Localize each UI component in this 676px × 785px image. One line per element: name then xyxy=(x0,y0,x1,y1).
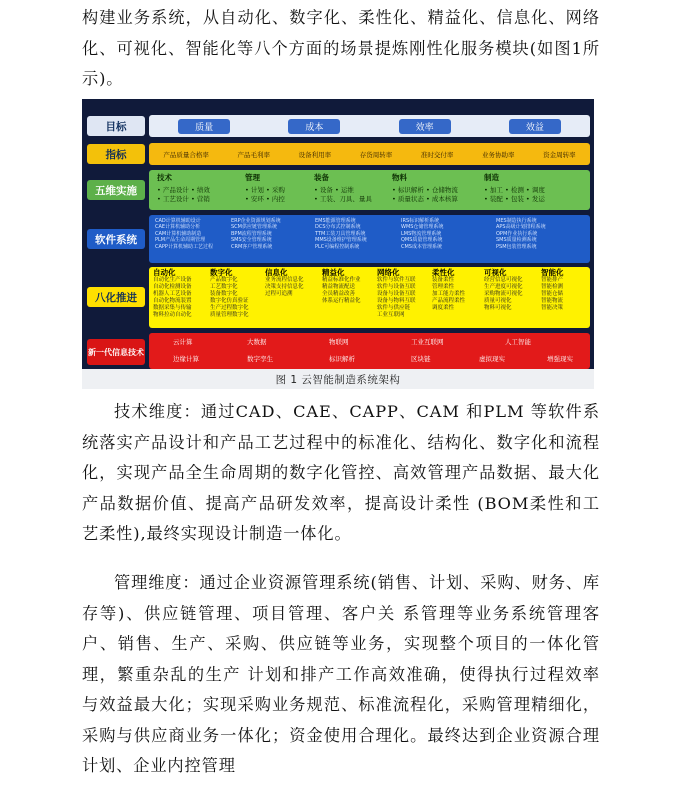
indicator-row xyxy=(149,143,590,165)
eight-item: 自动化生产设备 xyxy=(153,277,192,283)
label-tech: 新一代信息技术 xyxy=(87,339,145,365)
eight-title: 网络化 xyxy=(377,268,400,277)
eight-item: 自动化物流装置 xyxy=(153,298,192,304)
impl-line: • 工装、刀具、量具 xyxy=(314,195,372,203)
eight-item: 生产过程数字化 xyxy=(210,305,249,311)
eight-item: 智能决策 xyxy=(541,305,564,311)
eight-row xyxy=(149,267,590,328)
eight-item: 装备数字化 xyxy=(210,291,238,297)
software-item: LMS物流管理系统 xyxy=(401,230,442,237)
software-col xyxy=(231,218,281,250)
eight-item: 数据采集与传输 xyxy=(153,305,192,311)
label-software: 软件系统 xyxy=(87,229,145,249)
impl-col xyxy=(392,172,458,203)
eight-item: 生产进度可视化 xyxy=(484,284,523,290)
eight-col xyxy=(484,269,523,312)
eight-item: 精益标准化作业 xyxy=(322,277,361,283)
software-item: CAM计算机辅助制造 xyxy=(155,230,202,237)
impl-line: • 工艺设计 • 营销 xyxy=(157,195,210,203)
software-item: SMS质量检测系统 xyxy=(496,237,537,244)
eight-col xyxy=(153,269,192,319)
indicator-item: 存货周转率 xyxy=(359,150,393,159)
eight-title: 信息化 xyxy=(265,268,288,277)
goal-benefit: 效益 xyxy=(509,119,561,134)
indicator-item: 资金周转率 xyxy=(543,150,576,159)
indicator-item: 产品毛利率 xyxy=(237,150,270,159)
software-item: SMS安全管理系统 xyxy=(231,237,272,244)
eight-item: 智能物流 xyxy=(541,298,564,304)
software-item: ERP企业资源规划系统 xyxy=(231,218,281,224)
paragraph-technology: 技术维度：通过CAD、CAE、CAPP、CAM 和PLM 等软件系统落实产品设计和产品工艺过程中的标准化、结构化、数字化和流程化，实现产品全生命周期的数字化管控、高效管理产品数据、最大化产品数据价值、提高产品研发效率，提高设计柔性 (BOM柔性和工艺柔性),最终实现设计制造一体化。 xyxy=(82,402,600,543)
eight-item: 体系运行精益化 xyxy=(322,298,361,304)
indicator-item: 产品质量合格率 xyxy=(163,150,209,159)
eight-item: 过程可追溯 xyxy=(265,291,293,297)
eight-item: 工艺数字化 xyxy=(210,284,238,290)
software-item: TTM工装刀具管理系统 xyxy=(315,230,366,237)
eight-title: 智能化 xyxy=(541,268,564,277)
impl-title: 装备 xyxy=(314,173,329,182)
goal-quality: 质量 xyxy=(178,119,230,134)
eight-item: 调度柔性 xyxy=(432,305,455,311)
impl-title: 技术 xyxy=(157,173,172,182)
indicator-item: 准时交付率 xyxy=(420,150,454,159)
eight-title: 柔性化 xyxy=(432,268,455,277)
software-item: WMS仓储管理系统 xyxy=(401,224,444,231)
tech-item: 边缘计算 xyxy=(173,355,199,363)
indicator-item: 设备利用率 xyxy=(298,150,332,159)
eight-item: 设备与设备互联 xyxy=(377,291,416,297)
eight-item: 设备与物料互联 xyxy=(377,298,416,304)
software-item: IRS标识解析系统 xyxy=(401,218,440,224)
eight-item: 工业互联网 xyxy=(377,312,405,318)
impl-title: 制造 xyxy=(484,173,499,182)
software-item: MES制造执行系统 xyxy=(496,218,537,224)
software-item: DCS分布式控制系统 xyxy=(315,224,361,231)
tech-item: 人工智能 xyxy=(505,338,531,346)
software-item: QMS质量管理系统 xyxy=(401,237,443,244)
eight-item: 智能排产 xyxy=(541,277,564,283)
software-item: CAD计算机辅助设计 xyxy=(155,218,201,224)
software-item: PLC可编程控制系统 xyxy=(315,243,360,250)
impl-line: • 安环 • 内控 xyxy=(245,195,285,203)
eight-item: 机器人工艺设备 xyxy=(153,291,192,297)
tech-item: 虚拟现实 xyxy=(479,355,505,363)
software-row xyxy=(149,215,590,263)
software-col xyxy=(155,218,213,250)
eight-item: 软件与设备互联 xyxy=(377,284,416,290)
impl-line: • 加工 • 检测 • 调度 xyxy=(484,186,545,194)
tech-item: 数字孪生 xyxy=(247,355,273,363)
software-item: EMS能源管理系统 xyxy=(315,218,356,224)
eight-item: 质量可视化 xyxy=(484,298,512,304)
eight-item: 产品数字化 xyxy=(210,277,238,283)
goal-cost: 成本 xyxy=(288,119,340,134)
software-item: APS高级计划排程系统 xyxy=(496,224,546,231)
impl-col xyxy=(157,172,210,203)
software-item: SCM供应链管理系统 xyxy=(231,224,277,231)
impl-line: • 标识解析 • 仓储物流 xyxy=(392,186,458,194)
eight-col xyxy=(541,269,564,312)
impl-line: • 产品设计 • 绩效 xyxy=(157,186,210,194)
eight-col xyxy=(377,269,416,319)
software-item: PLM产品生命周期管理 xyxy=(155,237,206,244)
tech-item: 工业互联网 xyxy=(411,338,444,346)
eight-col xyxy=(210,269,249,319)
eight-item: 质量管理数字化 xyxy=(210,312,249,318)
software-item: CMS成本管理系统 xyxy=(401,243,442,250)
implementation-row xyxy=(149,170,590,210)
eight-item: 加工能力柔性 xyxy=(432,291,466,297)
software-item: OPM作业执行系统 xyxy=(496,230,538,237)
eight-item: 产品流程柔性 xyxy=(432,298,466,304)
eight-item: 全员精益改善 xyxy=(322,291,356,297)
eight-item: 智能仓储 xyxy=(541,291,564,297)
eight-item: 数字化仿真验证 xyxy=(210,298,249,304)
software-item: MMS设备维护管理系统 xyxy=(315,237,367,244)
impl-line: • 计划 • 采购 xyxy=(245,186,285,194)
goal-row xyxy=(149,115,590,137)
tech-item: 区块链 xyxy=(411,355,431,363)
eight-title: 可视化 xyxy=(484,268,507,277)
eight-col xyxy=(432,269,465,312)
tech-item: 标识解析 xyxy=(329,355,355,363)
software-item: CAPP计算机辅助工艺过程 xyxy=(155,243,213,250)
eight-item: 采购物流可视化 xyxy=(484,291,523,297)
paragraph-management: 管理维度：通过企业资源管理系统(销售、计划、采购、财务、库存等)、供应链管理、项目管理、客户关 系管理等业务系统管理客户、销售、生产、采购、供应链等业务，实现整个项目的一体化管理，繁重杂乱的生产 计划和排产工作高效准确，使得执行过程效率与效益最大化；实现采购业务规范、标准流程化，采购管理精细化，采购与供应商业务一体化；资金使用合理化。最终达到企业资源合理计划、企业内控管理 xyxy=(82,573,600,775)
figure-caption: 图 1 云智能制造系统架构 xyxy=(82,369,594,389)
eight-item: 业务流程信息化 xyxy=(265,277,304,283)
impl-col xyxy=(245,172,285,203)
eight-title: 精益化 xyxy=(322,268,345,277)
software-item: PSM包装管理系统 xyxy=(496,243,537,250)
software-item: CRM客户管理系统 xyxy=(231,243,273,250)
impl-title: 管理 xyxy=(245,173,260,182)
impl-line: • 设备 • 运维 xyxy=(314,186,354,194)
eight-item: 决策支持信息化 xyxy=(265,284,304,290)
impl-title: 物料 xyxy=(392,173,407,182)
eight-item: 自动化检测设备 xyxy=(153,284,192,290)
label-five-dim: 五维实施 xyxy=(87,180,145,200)
eight-item: 软件与供应链 xyxy=(377,305,411,311)
tech-item: 增强现实 xyxy=(547,355,573,363)
eight-item: 经营信息可视化 xyxy=(484,277,523,283)
eight-item: 物料可视化 xyxy=(484,305,512,311)
paragraph-intro: 构建业务系统，从自动化、数字化、柔性化、精益化、信息化、网络化、可视化、智能化等八个方面的场景提炼刚性化服务模块(如图1所示)。 xyxy=(82,8,600,88)
goal-efficiency: 效率 xyxy=(399,119,451,134)
impl-line: • 装配 • 包装 • 发运 xyxy=(484,195,545,203)
eight-item: 精益物流配送 xyxy=(322,284,356,290)
eight-item: 装备柔性 xyxy=(432,277,455,283)
software-col xyxy=(496,218,546,250)
eight-item: 管理柔性 xyxy=(432,284,455,290)
eight-item: 智能检测 xyxy=(541,284,564,290)
eight-col xyxy=(322,269,361,305)
tech-item: 物联网 xyxy=(329,338,349,346)
software-item: CAE计算机辅助分析 xyxy=(155,224,201,231)
label-goal: 目标 xyxy=(87,116,145,136)
eight-col xyxy=(265,269,304,298)
architecture-figure xyxy=(82,99,594,389)
software-col xyxy=(315,218,367,250)
tech-item: 云计算 xyxy=(173,338,193,346)
impl-line: • 质量状态 • 成本核算 xyxy=(392,195,458,203)
software-col xyxy=(401,218,443,250)
eight-title: 数字化 xyxy=(210,268,233,277)
eight-title: 自动化 xyxy=(153,268,176,277)
impl-col xyxy=(314,172,372,203)
software-item: BPM流程管理系统 xyxy=(231,230,272,237)
impl-col xyxy=(484,172,545,203)
label-eight: 八化推进 xyxy=(87,287,145,307)
eight-item: 软件与软件互联 xyxy=(377,277,416,283)
tech-item: 大数据 xyxy=(247,338,267,346)
tech-row xyxy=(149,333,590,369)
eight-item: 物料拉动自动化 xyxy=(153,312,192,318)
indicator-item: 业务协助率 xyxy=(482,150,515,159)
label-indicator: 指标 xyxy=(87,144,145,164)
